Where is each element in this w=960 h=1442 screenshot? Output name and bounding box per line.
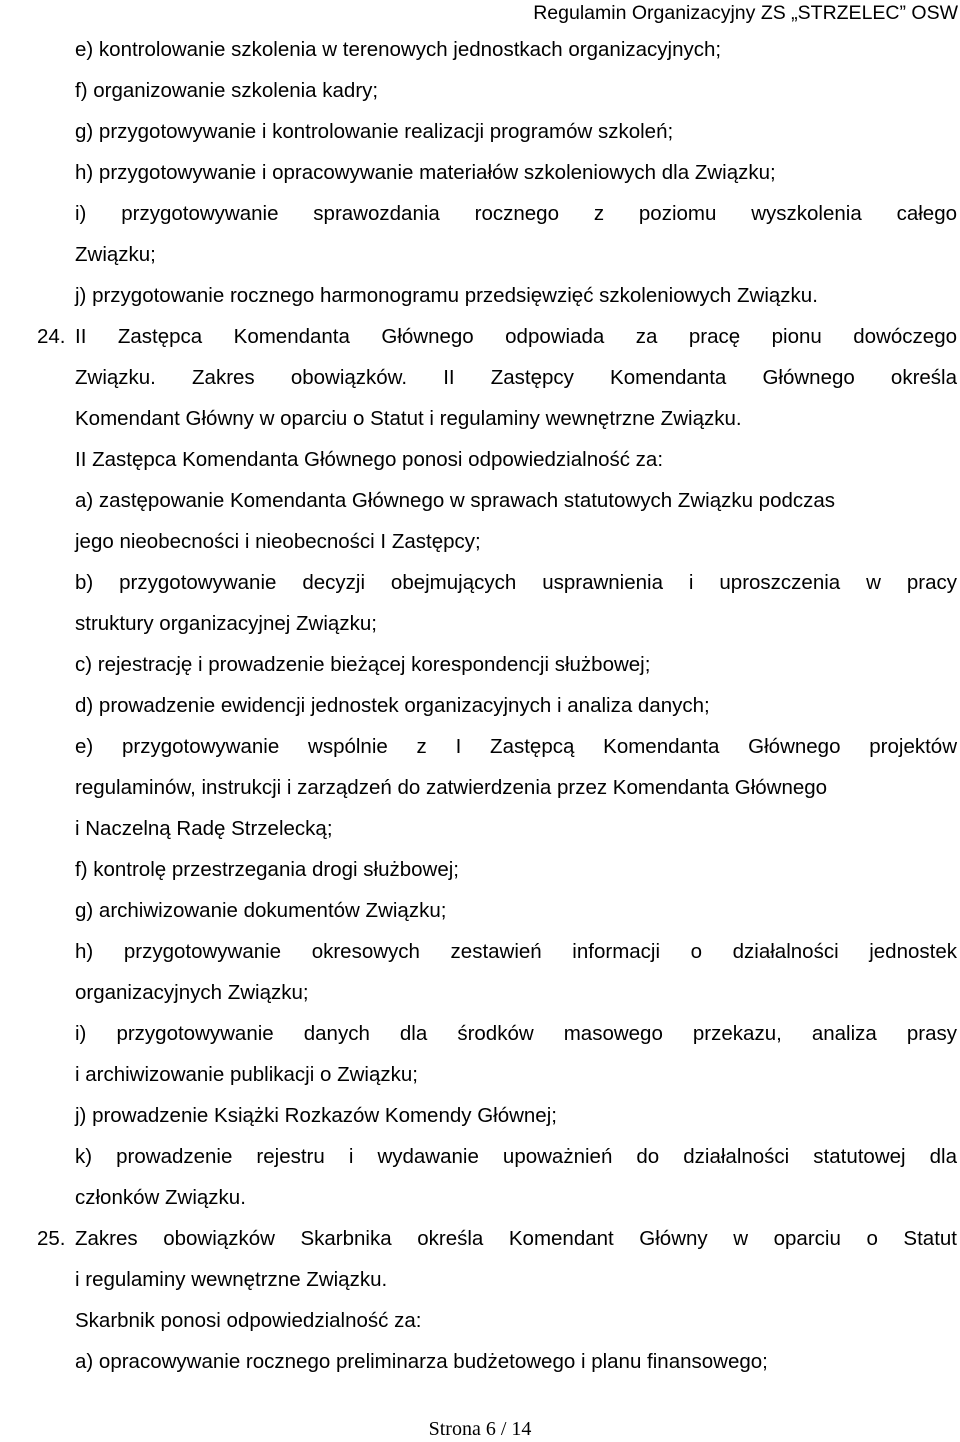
paragraph-text: Zakres obowiązków Skarbnika określa Komendant Główny w oparciu o Statut <box>75 1227 957 1250</box>
list-item-continuation: organizacyjnych Związku; <box>75 981 309 1004</box>
list-item: f) organizowanie szkolenia kadry; <box>75 79 379 102</box>
list-item: i) przygotowywanie danych dla środków masowego przekazu, analiza prasy <box>75 1022 957 1045</box>
list-item: e) przygotowywanie wspólnie z I Zastępcą Komendanta Głównego projektów <box>75 735 957 758</box>
list-item: i) przygotowywanie sprawozdania rocznego z poziomu wyszkolenia całego <box>75 202 957 225</box>
list-item: e) kontrolowanie szkolenia w terenowych jednostkach organizacyjnych; <box>75 38 722 61</box>
list-item-continuation: członków Związku. <box>75 1186 246 1209</box>
list-item: j) prowadzenie Książki Rozkazów Komendy Głównej; <box>75 1104 557 1127</box>
list-item: b) przygotowywanie decyzji obejmujących usprawnienia i uproszczenia w pracy <box>75 571 957 594</box>
document-header-title: Regulamin Organizacyjny ZS „STRZELEC” OSW <box>533 2 958 24</box>
list-item: d) prowadzenie ewidencji jednostek organizacyjnych i analiza danych; <box>75 694 710 717</box>
list-item-continuation: jego nieobecności i nieobecności I Zastępcy; <box>75 530 481 553</box>
list-item: f) kontrolę przestrzegania drogi służbowej; <box>75 858 459 881</box>
list-item: c) rejestrację i prowadzenie bieżącej korespondencji służbowej; <box>75 653 651 676</box>
list-item-continuation: i archiwizowanie publikacji o Związku; <box>75 1063 418 1086</box>
list-item: k) prowadzenie rejestru i wydawanie upoważnień do działalności statutowej dla <box>75 1145 957 1168</box>
page-number: Strona 6 / 14 <box>428 1418 532 1440</box>
paragraph-text: Skarbnik ponosi odpowiedzialność za: <box>75 1309 422 1332</box>
paragraph-text: Związku. Zakres obowiązków. II Zastępcy Komendanta Głównego określa <box>75 366 957 389</box>
list-item: h) przygotowywanie okresowych zestawień informacji o działalności jednostek <box>75 940 957 963</box>
paragraph-text: i regulaminy wewnętrzne Związku. <box>75 1268 388 1291</box>
paragraph-text: II Zastępca Komendanta Głównego ponosi odpowiedzialność za: <box>75 448 664 471</box>
paragraph-number: 25. <box>37 1227 66 1250</box>
list-item: a) opracowywanie rocznego preliminarza budżetowego i planu finansowego; <box>75 1350 768 1373</box>
paragraph-number: 24. <box>37 325 66 348</box>
list-item: h) przygotowywanie i opracowywanie materiałów szkoleniowych dla Związku; <box>75 161 776 184</box>
paragraph-text: II Zastępca Komendanta Głównego odpowiada za pracę pionu dowóczego <box>75 325 957 348</box>
list-item: g) archiwizowanie dokumentów Związku; <box>75 899 447 922</box>
list-item-continuation: regulaminów, instrukcji i zarządzeń do zatwierdzenia przez Komendanta Głównego <box>75 776 828 799</box>
paragraph-text: Komendant Główny w oparciu o Statut i regulaminy wewnętrzne Związku. <box>75 407 742 430</box>
list-item-continuation: struktury organizacyjnej Związku; <box>75 612 377 635</box>
list-item: a) zastępowanie Komendanta Głównego w sprawach statutowych Związku podczas <box>75 489 836 512</box>
list-item: g) przygotowywanie i kontrolowanie realizacji programów szkoleń; <box>75 120 674 143</box>
list-item-continuation: Związku; <box>75 243 156 266</box>
list-item-continuation: i Naczelną Radę Strzelecką; <box>75 817 333 840</box>
list-item: j) przygotowanie rocznego harmonogramu przedsięwzięć szkoleniowych Związku. <box>75 284 818 307</box>
